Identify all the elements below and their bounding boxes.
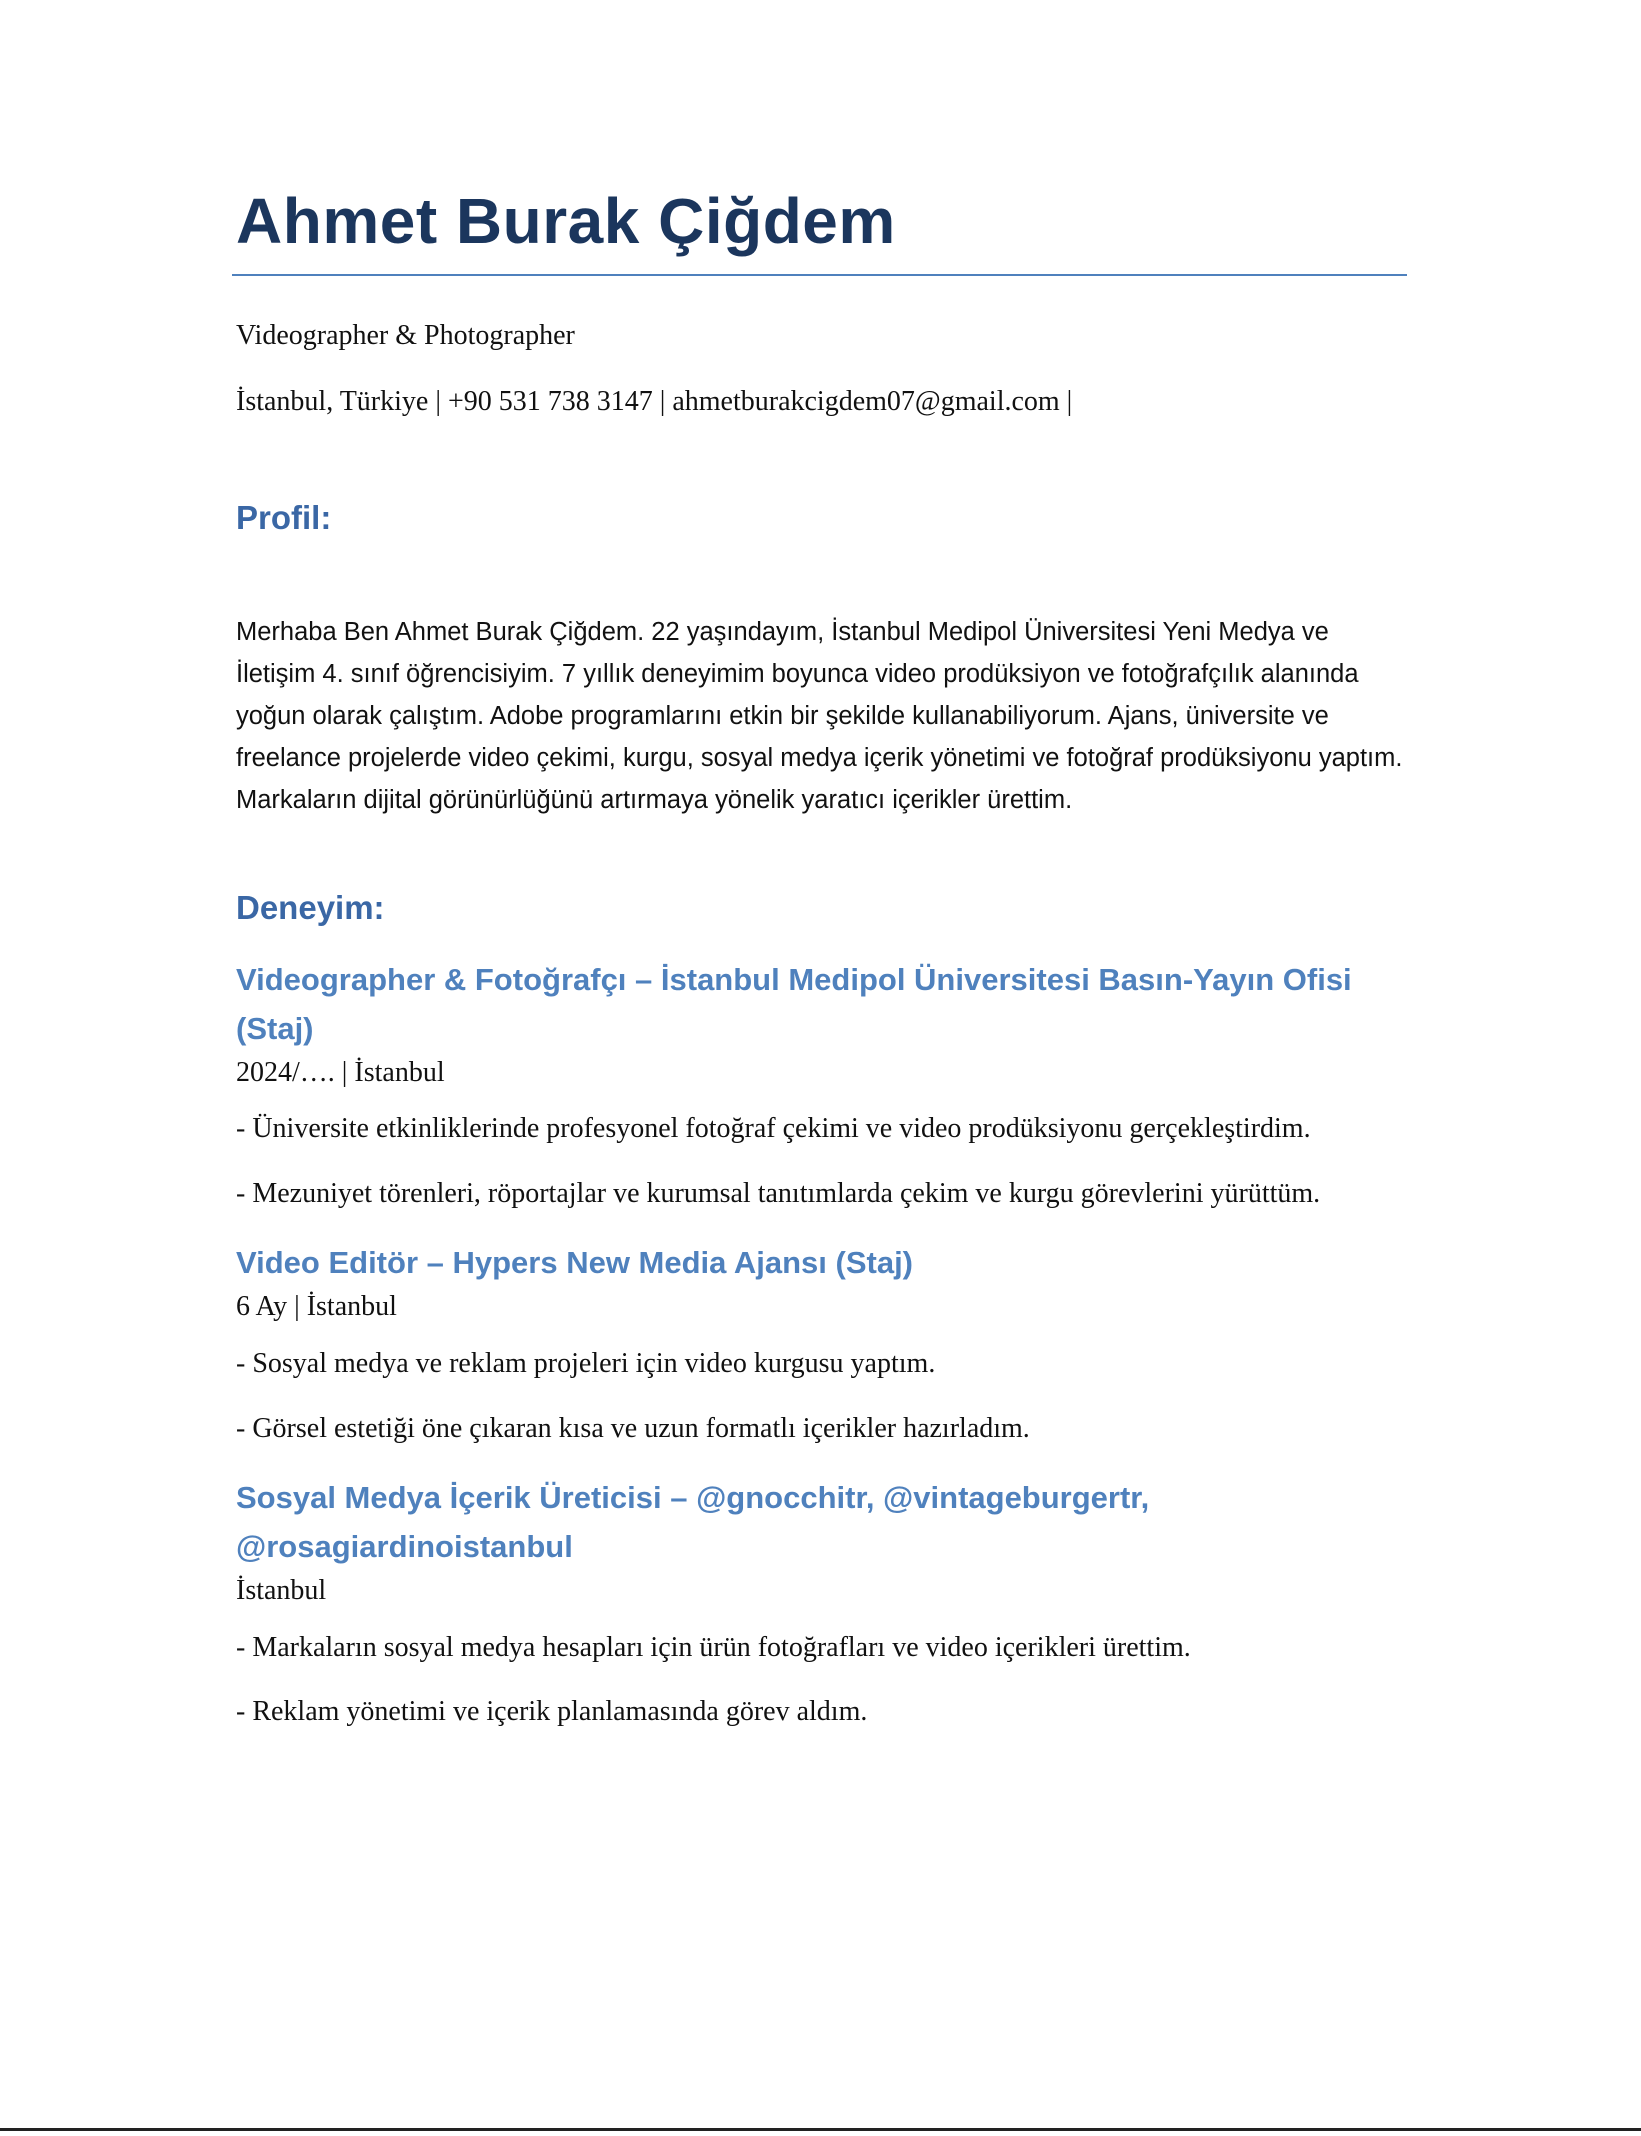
resume-content	[236, 186, 1411, 1757]
experience-item	[236, 1473, 1411, 1733]
name-divider	[232, 274, 1407, 276]
job-bullet: - Markaların sosyal medya hesapları için ürün fotoğrafları ve video içerikleri ürettim.	[236, 1631, 1191, 1663]
profile-text: Merhaba Ben Ahmet Burak Çiğdem. 22 yaşındayım, İstanbul Medipol Üniversitesi Yeni Medya ve İletişim 4. sınıf öğrencisiyim. 7 yıllık deneyimim boyunca video prodüksiyon ve fotoğrafçılık alanında yoğun olarak çalıştım. Adobe programlarını etkin bir şekilde kullanabiliyorum. Ajans, üniversite ve freelance projelerde video çekimi, kurgu, sosyal medya içerik yönetimi ve fotoğraf prodüksiyonu yaptım. Markaların dijital görünürlüğünü artırmaya yönelik yaratıcı içerikler ürettim.	[236, 617, 1403, 814]
job-meta: 2024/…. | İstanbul	[236, 1056, 445, 1088]
job-title: Video Editör – Hypers New Media Ajansı (Staj)	[236, 1245, 914, 1281]
experience-heading: Deneyim:	[236, 888, 385, 926]
job-title: Sosyal Medya İçerik Üreticisi – @gnocchitr, @vintageburgertr, @rosagiardinoistanbul	[236, 1480, 1150, 1565]
job-bullet: - Mezuniyet törenleri, röportajlar ve kurumsal tanıtımlarda çekim ve kurgu görevlerini yürüttüm.	[236, 1177, 1321, 1209]
experience-item	[236, 955, 1411, 1215]
job-meta: 6 Ay | İstanbul	[236, 1291, 397, 1323]
page-bottom-border	[0, 2128, 1641, 2131]
profile-heading: Profil:	[236, 498, 332, 536]
job-bullet: - Görsel estetiği öne çıkaran kısa ve uzun formatlı içerikler hazırladım.	[236, 1412, 1030, 1444]
job-bullet: - Üniversite etkinliklerinde profesyonel fotoğraf çekimi ve video prodüksiyonu gerçekleştirdim.	[236, 1113, 1311, 1145]
resume-name: Ahmet Burak Çiğdem	[236, 185, 896, 257]
job-bullet: - Sosyal medya ve reklam projeleri için video kurgusu yaptım.	[236, 1347, 936, 1379]
job-title: Videographer & Fotoğrafçı – İstanbul Medipol Üniversitesi Basın-Yayın Ofisi (Staj)	[236, 961, 1352, 1046]
experience-item	[236, 1238, 1411, 1449]
job-subtitle: Videographer & Photographer	[236, 320, 575, 352]
job-bullet: - Reklam yönetimi ve içerik planlamasında görev aldım.	[236, 1696, 868, 1728]
job-meta: İstanbul	[236, 1575, 327, 1607]
contact-line: İstanbul, Türkiye | +90 531 738 3147 | ahmetburakcigdem07@gmail.com |	[236, 385, 1073, 417]
